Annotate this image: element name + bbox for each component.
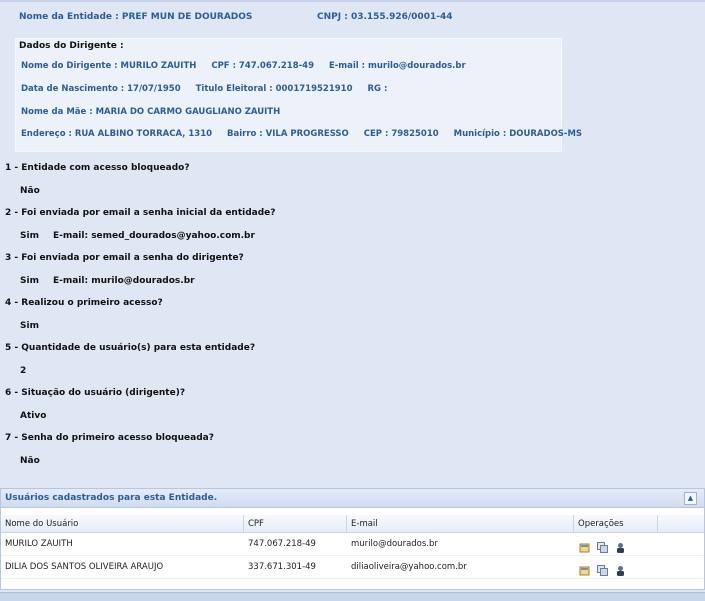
- dirigente-bairro: Bairro : VILA PROGRESSO: [227, 129, 349, 139]
- entidade-nome: Nome da Entidade : PREF MUN DE DOURADOS: [19, 12, 253, 22]
- row-operations: [579, 537, 628, 556]
- dirigente-title: Dados do Dirigente :: [19, 41, 124, 51]
- answer-3-email: E-mail: murilo@dourados.br: [52, 276, 195, 286]
- column-nome[interactable]: Nome do Usuário: [5, 519, 79, 529]
- dirigente-municipio: Município : DOURADOS-MS: [453, 129, 583, 139]
- answer-1-value: Não: [20, 186, 40, 196]
- dirigente-rg: RG :: [367, 84, 388, 94]
- answer-5: [20, 366, 26, 376]
- table-row[interactable]: [1, 533, 704, 556]
- dirigente-box: [15, 38, 583, 152]
- entidade-cnpj: CNPJ : 03.155.926/0001-44: [317, 12, 453, 22]
- question-3: 3 - Foi enviada por email a senha do dirigente?: [5, 253, 244, 263]
- row-cpf: 747.067.218-49: [248, 539, 316, 549]
- dirigente-row-3: [21, 107, 292, 117]
- column-divider: [346, 515, 347, 532]
- dirigente-row-2: [21, 84, 399, 94]
- row-nome: MURILO ZAUITH: [5, 539, 73, 549]
- answer-4: [20, 321, 39, 331]
- collapse-button[interactable]: [684, 492, 697, 505]
- question-6: 6 - Situação do usuário (dirigente)?: [5, 388, 186, 398]
- dirigente-mae: Nome da Mãe : MARIA DO CARMO GAUGLIANO ZAUITH: [21, 107, 281, 117]
- row-email: murilo@dourados.br: [351, 539, 438, 549]
- answer-2-value: Sim: [20, 231, 39, 241]
- row-email: diliaoliveira@yahoo.com.br: [351, 562, 467, 572]
- dirigente-endereco: Endereço : RUA ALBINO TORRACA, 1310: [21, 129, 213, 139]
- column-divider: [573, 515, 574, 532]
- answer-3-value: Sim: [20, 276, 39, 286]
- dirigente-cep: CEP : 79825010: [363, 129, 439, 139]
- edit-icon[interactable]: [579, 542, 590, 553]
- column-divider: [657, 515, 658, 532]
- answer-6: [20, 411, 46, 421]
- column-cpf[interactable]: CPF: [248, 519, 264, 529]
- chevron-up-icon: ▲: [687, 494, 694, 502]
- usuarios-panel-title: Usuários cadastrados para esta Entidade.: [5, 493, 218, 503]
- dirigente-nome: Nome do Dirigente : MURILO ZAUITH: [21, 61, 197, 71]
- answer-7: [20, 456, 40, 466]
- dirigente-row-1: [21, 61, 478, 71]
- column-divider: [243, 515, 244, 532]
- question-7: 7 - Senha do primeiro acesso bloqueada?: [5, 433, 214, 443]
- dirigente-cpf: CPF : 747.067.218-49: [211, 61, 314, 71]
- row-operations: [579, 560, 628, 579]
- answer-2-email: E-mail: semed_dourados@yahoo.com.br: [52, 231, 255, 241]
- dirigente-nascimento: Data de Nascimento : 17/07/1950: [21, 84, 181, 94]
- dirigente-row-4: [21, 129, 594, 139]
- user-lock-icon[interactable]: [615, 565, 626, 576]
- question-4: 4 - Realizou o primeiro acesso?: [5, 298, 163, 308]
- answer-1: [20, 186, 40, 196]
- answer-5-value: 2: [20, 366, 27, 376]
- answer-6-value: Ativo: [20, 411, 47, 421]
- answer-7-value: Não: [20, 456, 40, 466]
- usuarios-panel-header: [1, 489, 704, 508]
- copy-icon[interactable]: [597, 565, 608, 576]
- top-border: [0, 0, 705, 2]
- usuarios-grid-header: [1, 515, 704, 533]
- user-lock-icon[interactable]: [615, 542, 626, 553]
- usuarios-panel: [0, 488, 705, 590]
- column-operacoes[interactable]: Operações: [578, 519, 624, 529]
- column-email[interactable]: E-mail: [351, 519, 378, 529]
- row-cpf: 337.671.301-49: [248, 562, 316, 572]
- answer-2: [20, 231, 255, 241]
- question-1: 1 - Entidade com acesso bloqueado?: [5, 163, 190, 173]
- dirigente-titulo: Titulo Eleitoral : 0001719521910: [195, 84, 353, 94]
- question-5: 5 - Quantidade de usuário(s) para esta entidade?: [5, 343, 256, 353]
- edit-icon[interactable]: [579, 565, 590, 576]
- answer-3: [20, 276, 195, 286]
- question-2: 2 - Foi enviada por email a senha inicial da entidade?: [5, 208, 276, 218]
- row-nome: DILIA DOS SANTOS OLIVEIRA ARAUJO: [5, 562, 164, 572]
- copy-icon[interactable]: [597, 542, 608, 553]
- answer-4-value: Sim: [20, 321, 39, 331]
- dirigente-email: E-mail : murilo@dourados.br: [328, 61, 466, 71]
- table-row[interactable]: [1, 556, 704, 579]
